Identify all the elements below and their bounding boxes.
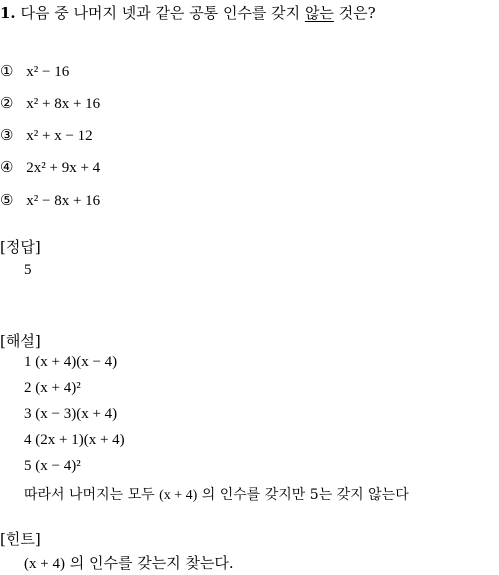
explanation-line-5-number: 5 — [24, 458, 32, 474]
option-3 — [0, 126, 93, 145]
option-5-mark: ⑤ — [0, 191, 14, 209]
question-line — [0, 2, 376, 23]
explanation-line-3 — [24, 406, 117, 423]
explanation-line-3-expr: (x − 3)(x + 4) — [35, 406, 118, 422]
explanation-line-4-number: 4 — [24, 432, 32, 448]
option-2-expr: x² + 8x + 16 — [26, 96, 101, 112]
explanation-line-2-expr: (x + 4)² — [35, 380, 81, 396]
explanation-label: [해설] — [0, 332, 41, 350]
explanation-conclusion-expr: (x + 4) — [159, 488, 198, 503]
answer-label: [정답] — [0, 238, 41, 256]
hint-text: 의 인수를 갖는지 찾는다. — [64, 554, 234, 572]
option-3-mark: ③ — [0, 126, 14, 144]
option-2 — [0, 94, 100, 113]
explanation-line-5 — [24, 458, 81, 475]
option-4-expr: 2x² + 9x + 4 — [26, 160, 101, 176]
explanation-conclusion-b: 의 인수를 갖지만 5는 갖지 않는다 — [197, 487, 409, 503]
option-4 — [0, 158, 100, 177]
question-number: 1. — [0, 4, 16, 22]
explanation-conclusion — [24, 484, 409, 504]
answer-value: 5 — [24, 262, 32, 278]
explanation-line-1-number: 1 — [24, 354, 32, 370]
hint-expr: (x + 4) — [24, 556, 65, 572]
hint-label: [힌트] — [0, 530, 41, 548]
option-1 — [0, 62, 69, 81]
option-3-expr: x² + x − 12 — [26, 128, 93, 144]
option-2-mark: ② — [0, 94, 14, 112]
question-underlined: 않는 — [304, 4, 334, 22]
explanation-line-5-expr: (x − 4)² — [35, 458, 81, 474]
explanation-conclusion-a: 따라서 나머지는 모두 — [24, 487, 160, 503]
explanation-line-2 — [24, 380, 81, 397]
explanation-line-4-expr: (2x + 1)(x + 4) — [35, 432, 125, 448]
explanation-line-1-expr: (x + 4)(x − 4) — [35, 354, 118, 370]
option-1-expr: x² − 16 — [26, 64, 70, 80]
option-5 — [0, 191, 100, 210]
explanation-line-4 — [24, 432, 125, 449]
explanation-line-2-number: 2 — [24, 380, 32, 396]
option-1-mark: ① — [0, 62, 14, 80]
option-5-expr: x² − 8x + 16 — [26, 193, 101, 209]
explanation-line-1 — [24, 354, 117, 371]
hint-line — [24, 552, 234, 573]
question-text-after: 것은? — [333, 4, 376, 22]
option-4-mark: ④ — [0, 158, 14, 176]
explanation-line-3-number: 3 — [24, 406, 32, 422]
question-text-before: 다음 중 나머지 넷과 같은 공통 인수를 갖지 — [20, 4, 305, 22]
